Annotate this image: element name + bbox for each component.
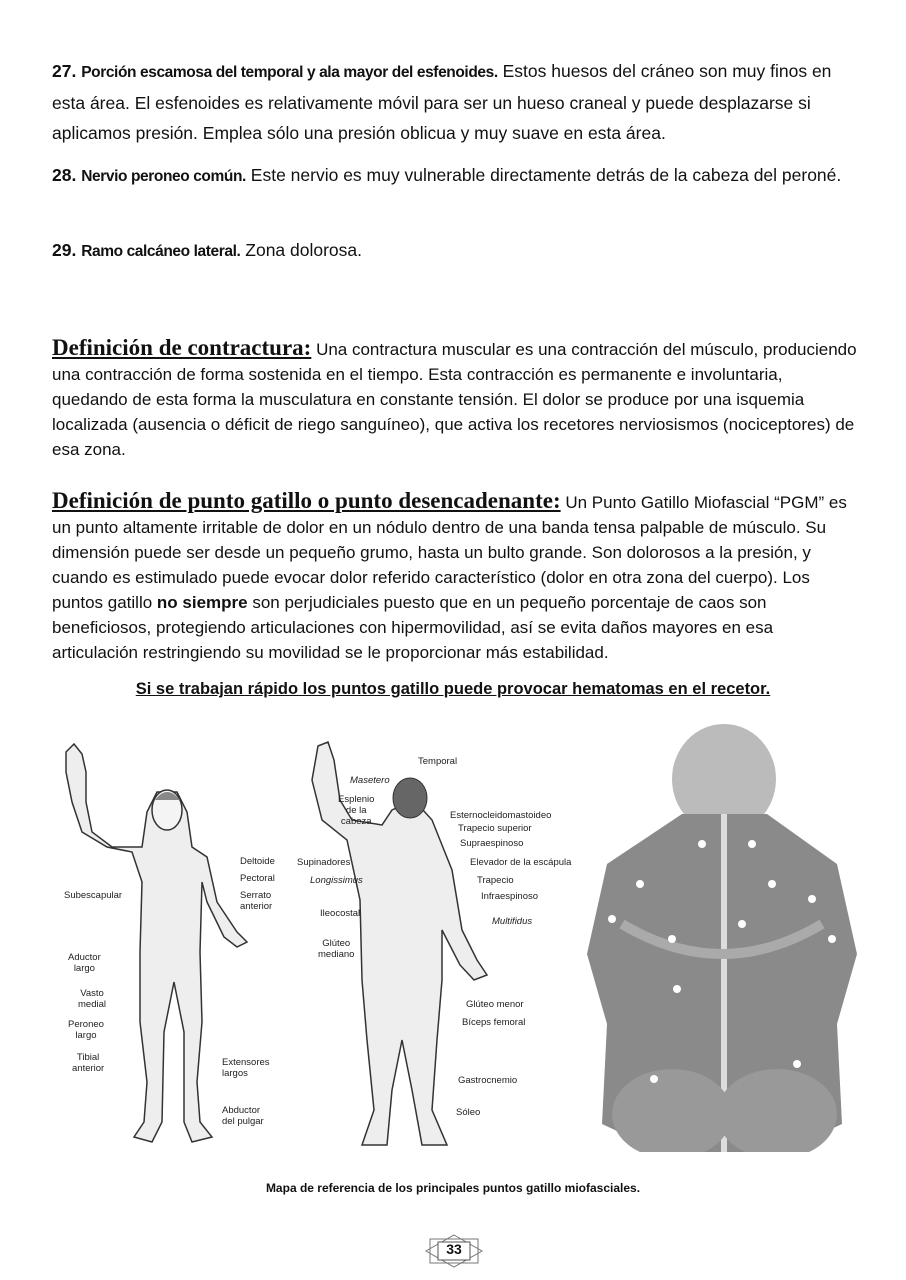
label-abductor: Abductor del pulgar [222, 1105, 264, 1127]
label-masetero: Masetero [350, 775, 390, 786]
label-trapecio-superior: Trapecio superior [458, 823, 532, 834]
front-body-figure [52, 732, 290, 1152]
item-term: Nervio peroneo común. [81, 168, 246, 185]
label-vasto: Vasto medial [78, 988, 106, 1010]
item-28 [52, 160, 862, 192]
label-trapecio: Trapecio [477, 875, 514, 886]
label-elevador: Elevador de la escápula [470, 857, 572, 868]
item-27 [52, 56, 862, 148]
definition-heading: Definición de punto gatillo o punto desencadenante: [52, 488, 561, 513]
back-body-figure [292, 740, 582, 1152]
label-esternocleidomastoideo: Esternocleidomastoideo [450, 810, 552, 821]
label-deltoide: Deltoide [240, 856, 275, 867]
label-soleo: Sóleo [456, 1107, 481, 1118]
label-peroneo: Peroneo largo [68, 1019, 104, 1041]
item-number: 28. [52, 165, 77, 185]
front-body-illustration [52, 732, 290, 1152]
label-longissimus: Longissimus [310, 875, 363, 886]
item-text: Zona dolorosa. [240, 240, 363, 260]
label-biceps-femoral: Bíceps femoral [462, 1017, 526, 1028]
label-pectoral: Pectoral [240, 873, 275, 884]
label-extensores: Extensores largos [222, 1057, 270, 1079]
label-gluteo-mediano: Glúteo mediano [318, 938, 355, 960]
label-esplenio: Esplenio de la cabeza [338, 794, 375, 827]
page-number-badge [424, 1234, 484, 1268]
label-aductor: Aductor largo [68, 952, 101, 974]
label-serrato: Serrato anterior [240, 890, 273, 912]
definition-punto-gatillo [52, 488, 862, 665]
definition-contractura [52, 335, 862, 462]
warning-note: Si se trabajan rápido los puntos gatillo puede provocar hematomas en el recetor. [135, 680, 771, 698]
item-term: Ramo calcáneo lateral. [81, 243, 241, 260]
label-tibial: Tibial anterior [72, 1052, 105, 1074]
definition-heading: Definición de contractura: [52, 335, 312, 360]
item-number: 29. [52, 240, 77, 260]
label-gastrocnemio: Gastrocnemio [458, 1075, 518, 1086]
item-29 [52, 235, 862, 267]
label-infraespinoso: Infraespinoso [481, 891, 539, 902]
definition-text: Un Punto Gatillo Miofascial “PGM” es un punto altamente irritable de dolor en un nódulo dentro de una banda tensa palpable de músculo. Su dimensión puede ser desde un pequeño grumo, hasta un bulto grande. Son dolorosos a la presión, y cuando es estimulado puede evocar dolor referido característico (dolor en otra zona del cuerpo). Los puntos gatillo [52, 493, 847, 612]
page-number: 33 [446, 1241, 462, 1257]
muscular-back-illustration [582, 724, 862, 1152]
item-text: Este nervio es muy vulnerable directamente detrás de la cabeza del peroné. [245, 165, 842, 185]
label-gluteo-menor: Glúteo menor [466, 999, 524, 1010]
definition-emphasis: no siempre [156, 593, 248, 612]
item-term: Porción escamosa del temporal y ala mayor del esfenoides. [81, 64, 498, 81]
label-ileocostal: Ileocostal [320, 908, 361, 919]
figure-caption: Mapa de referencia de los principales puntos gatillo miofasciales. [265, 1181, 641, 1195]
item-text: Estos huesos del cráneo son muy finos en esta área. El esfenoides es relativamente móvil para ser un hueso craneal y puede desplazarse si aplicamos presión. Emplea sólo una presión oblicua y muy suave en esta área. [52, 61, 832, 143]
label-temporal: Temporal [418, 756, 458, 767]
label-supraespinoso: Supraespinoso [460, 838, 524, 849]
muscular-back-image [582, 724, 862, 1152]
item-number: 27. [52, 61, 77, 81]
label-supinadores: Supinadores [297, 857, 351, 868]
definition-text: son perjudiciales puesto que en un pequeño porcentaje de caos son beneficiosos, protegiendo articulaciones con hipermovilidad, así se evita daños mayores en esa articulación restringiendo su movilidad se le proporcionar más estabilidad. [52, 593, 774, 662]
definition-text: Una contractura muscular es una contracción del músculo, produciendo una contracción de forma sostenida en el tiempo. Esta contracción es permanente e involuntaria, quedando de esta forma la musculatura en constante tensión. El dolor se produce por una isquemia localizada (ausencia o déficit de riego sanguíneo), que activa los recetores nerviosismos (nociceptores) de esa zona. [52, 340, 857, 459]
label-multifidus: Multifidus [492, 916, 533, 927]
label-subescapular: Subescapular [64, 890, 123, 901]
